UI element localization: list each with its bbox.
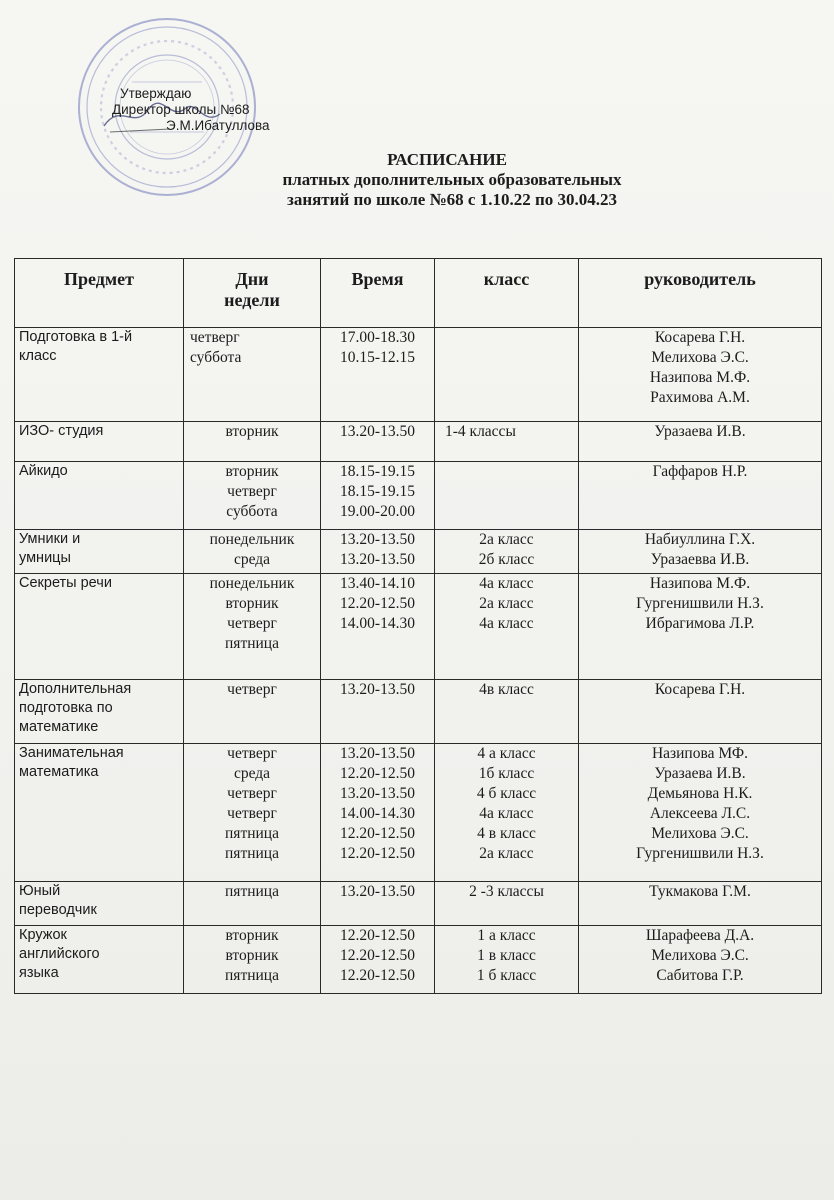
cell-days (184, 680, 321, 744)
cell-classes (435, 744, 579, 882)
times-line: 17.00-18.30 (340, 329, 415, 346)
cell-subject (15, 462, 184, 530)
cell-leaders (579, 462, 822, 530)
leaders-line: Косарева Г.Н. (654, 681, 746, 698)
classes-line: 4а класс (479, 615, 534, 632)
times-line: 18.15-19.15 (340, 463, 415, 480)
cell-subject (15, 882, 184, 926)
times-line: 13.20-13.50 (340, 681, 415, 698)
days-line: четверг (227, 483, 277, 500)
cell-classes (435, 422, 579, 462)
cell-classes (435, 926, 579, 994)
days-line: пятница (225, 967, 279, 984)
cell-leaders (579, 530, 822, 574)
header-class: класс (435, 259, 579, 328)
times-line: 13.20-13.50 (340, 423, 415, 440)
cell-classes (435, 328, 579, 422)
subject-line: Занимательная (19, 745, 124, 761)
subject-line: языка (19, 965, 59, 981)
leaders-line: Мелихова Э.С. (651, 825, 749, 842)
cell-times (321, 328, 435, 422)
classes-line: 4 в класс (477, 825, 536, 842)
cell-classes (435, 882, 579, 926)
cell-days (184, 530, 321, 574)
classes-line: 2а класс (479, 595, 534, 612)
cell-classes (435, 462, 579, 530)
days-line: среда (233, 765, 271, 782)
times-line: 13.20-13.50 (340, 531, 415, 548)
days-line: пятница (225, 845, 279, 862)
cell-days (184, 882, 321, 926)
subject-line: Дополнительная (19, 681, 132, 697)
cell-times (321, 882, 435, 926)
subject-line: Умники и (19, 531, 81, 547)
classes-line: 1 а класс (477, 927, 536, 944)
cell-times (321, 680, 435, 744)
days-line: четверг (227, 805, 277, 822)
subject-line: ИЗО- студия (19, 423, 104, 439)
classes-line: 2а класс (479, 531, 534, 548)
approval-line-1: Утверждаю (120, 86, 192, 101)
cell-subject (15, 574, 184, 680)
days-line: вторник (225, 927, 279, 944)
cell-times (321, 926, 435, 994)
classes-line: 4 б класс (476, 785, 537, 802)
document-title (0, 150, 834, 210)
leaders-line: Уразаева И.В. (654, 765, 746, 782)
subject-line: английского (19, 946, 100, 962)
days-line: пятница (225, 635, 279, 652)
leaders-line: Гургенишвили Н.З. (636, 845, 764, 862)
days-line: суббота (190, 349, 242, 366)
subject-line: Юный (19, 883, 61, 899)
subject-line: класс (19, 348, 57, 364)
cell-subject (15, 926, 184, 994)
days-line: вторник (225, 947, 279, 964)
table-row (15, 530, 822, 574)
cell-days (184, 574, 321, 680)
leaders-line: Уразаева И.В. (654, 423, 746, 440)
header-days-line-1: Дни (235, 269, 269, 289)
classes-line: 1б класс (478, 765, 535, 782)
classes-line: 2 -3 классы (469, 883, 544, 900)
subject-line: переводчик (19, 902, 97, 918)
days-line: понедельник (209, 531, 295, 548)
times-line: 14.00-14.30 (340, 615, 415, 632)
cell-subject (15, 680, 184, 744)
cell-days (184, 328, 321, 422)
times-line: 18.15-19.15 (340, 483, 415, 500)
cell-classes (435, 574, 579, 680)
classes-line: 2а класс (479, 845, 534, 862)
cell-subject (15, 744, 184, 882)
times-line: 12.20-12.50 (340, 825, 415, 842)
cell-leaders (579, 680, 822, 744)
cell-times (321, 744, 435, 882)
leaders-line: Мелихова Э.С. (651, 947, 749, 964)
approval-line-2: Директор школы №68 (112, 102, 250, 117)
leaders-line: Рахимова А.М. (650, 389, 750, 406)
table-row (15, 680, 822, 744)
leaders-line: Сабитова Г.Р. (656, 967, 744, 984)
days-line: суббота (226, 503, 278, 520)
days-line: вторник (225, 423, 279, 440)
leaders-line: Назипова МФ. (651, 745, 749, 762)
days-line: четверг (190, 329, 240, 346)
leaders-line: Гургенишвили Н.З. (636, 595, 764, 612)
leaders-line: Косарева Г.Н. (654, 329, 746, 346)
cell-subject (15, 422, 184, 462)
cell-leaders (579, 926, 822, 994)
subject-line: Секреты речи (19, 575, 112, 591)
cell-times (321, 422, 435, 462)
leaders-line: Демьянова Н.К. (647, 785, 753, 802)
classes-line: 4 а класс (477, 745, 536, 762)
leaders-line: Назипова М.Ф. (649, 369, 751, 386)
leaders-line: Ибрагимова Л.Р. (645, 615, 755, 632)
classes-line: 4а класс (479, 805, 534, 822)
leaders-line: Мелихова Э.С. (651, 349, 749, 366)
days-line: понедельник (209, 575, 295, 592)
title-line-1: РАСПИСАНИЕ (387, 150, 507, 169)
leaders-line: Назипова М.Ф. (649, 575, 751, 592)
days-line: четверг (227, 615, 277, 632)
table-row (15, 462, 822, 530)
table-row (15, 744, 822, 882)
leaders-line: Шарафеева Д.А. (645, 927, 755, 944)
days-line: пятница (225, 883, 279, 900)
times-line: 12.20-12.50 (340, 927, 415, 944)
times-line: 12.20-12.50 (340, 967, 415, 984)
header-subject: Предмет (15, 259, 184, 328)
days-line: вторник (225, 463, 279, 480)
cell-subject (15, 530, 184, 574)
header-days-line-2: недели (224, 290, 280, 310)
cell-days (184, 422, 321, 462)
cell-days (184, 462, 321, 530)
table-row (15, 882, 822, 926)
classes-line: 2б класс (478, 551, 535, 568)
cell-leaders (579, 422, 822, 462)
approval-block (112, 86, 270, 134)
subject-line: Подготовка в 1-й (19, 329, 133, 345)
leaders-line: Тукмакова Г.М. (649, 883, 751, 900)
subject-line: Айкидо (19, 463, 68, 479)
times-line: 12.20-12.50 (340, 765, 415, 782)
classes-line: 1 в класс (477, 947, 536, 964)
times-line: 12.20-12.50 (340, 947, 415, 964)
cell-subject (15, 328, 184, 422)
cell-leaders (579, 744, 822, 882)
leaders-line: Гаффаров Н.Р. (652, 463, 748, 480)
days-line: пятница (225, 825, 279, 842)
table-row (15, 422, 822, 462)
times-line: 10.15-12.15 (340, 349, 415, 366)
classes-line: 4в класс (479, 681, 534, 698)
table-row (15, 328, 822, 422)
subject-line: математике (19, 719, 99, 735)
cell-classes (435, 680, 579, 744)
header-leader: руководитель (579, 259, 822, 328)
days-line: среда (233, 551, 271, 568)
title-line-3: занятий по школе №68 с 1.10.22 по 30.04.23 (286, 190, 617, 209)
days-line: вторник (225, 595, 279, 612)
days-line: четверг (227, 745, 277, 762)
subject-line: умницы (19, 550, 71, 566)
cell-times (321, 462, 435, 530)
schedule-table (14, 258, 822, 994)
days-line: четверг (227, 681, 277, 698)
table-row (15, 574, 822, 680)
leaders-line: Набиуллина Г.Х. (644, 531, 756, 548)
approval-line-3: Э.М.Ибатуллова (166, 118, 270, 133)
times-line: 12.20-12.50 (340, 595, 415, 612)
table-header-row (15, 259, 822, 328)
times-line: 13.20-13.50 (340, 745, 415, 762)
times-line: 13.20-13.50 (340, 551, 415, 568)
title-line-2: платных дополнительных образовательных (282, 170, 622, 189)
days-line: четверг (227, 785, 277, 802)
subject-line: математика (19, 764, 99, 780)
times-line: 13.20-13.50 (340, 785, 415, 802)
times-line: 13.20-13.50 (340, 883, 415, 900)
times-line: 13.40-14.10 (340, 575, 415, 592)
cell-leaders (579, 328, 822, 422)
cell-leaders (579, 882, 822, 926)
cell-days (184, 926, 321, 994)
times-line: 19.00-20.00 (340, 503, 415, 520)
classes-line: 1 б класс (476, 967, 537, 984)
cell-times (321, 530, 435, 574)
times-line: 12.20-12.50 (340, 845, 415, 862)
subject-line: подготовка по (19, 700, 113, 716)
leaders-line: Алексеева Л.С. (649, 805, 751, 822)
classes-line: 1-4 классы (445, 423, 516, 440)
classes-line: 4а класс (479, 575, 534, 592)
times-line: 14.00-14.30 (340, 805, 415, 822)
cell-leaders (579, 574, 822, 680)
leaders-line: Уразаевва И.В. (650, 551, 750, 568)
subject-line: Кружок (19, 927, 67, 943)
cell-days (184, 744, 321, 882)
header-time: Время (321, 259, 435, 328)
table-row (15, 926, 822, 994)
header-days (184, 259, 321, 328)
cell-classes (435, 530, 579, 574)
cell-times (321, 574, 435, 680)
